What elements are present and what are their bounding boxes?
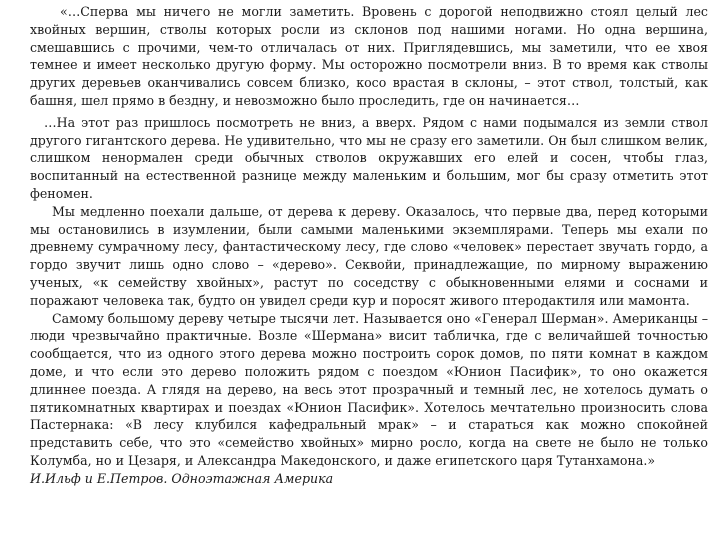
document-page: [30, 3, 708, 488]
author-signature: И.Ильф и Е.Петров. Одноэтажная Америка: [30, 470, 334, 486]
paragraph-look-up: …На этот раз пришлось посмотреть не вниз, а вверх. Рядом с нами подымался из земли ствол другого гигантского дерева. Не удивительно, что мы не сразу его заметили. Он был слишком велик, слишком ненормален среди обычных стволов окружавших его елей и сосен, чтобы глаз, воспитанный на естественной разнице между маленьким и большим, мог бы сразу отметить этот феномен.: [30, 114, 708, 201]
paragraph-general-sherman: Самому большому дереву четыре тысячи лет. Называется оно «Генерал Шерман». Американцы – люди чрезвычайно практичные. Возле «Шермана» висит табличка, где с величайшей точностью сообщается, что из одного этого дерева можно построить сорок домов, по пяти комнат в каждом доме, и что если это дерево положить рядом с поездом «Юнион Пасифик», то оно окажется длиннее поезда. А глядя на дерево, на весь этот прозрачный и темный лес, не хотелось думать о пятикомнатных квартирах и поездах «Юнион Пасифик». Хотелось мечтательно произносить слова Пастернака: «В лесу клубился кафедральный мрак» – и стараться как можно спокойней представить себе, что это «семейство хвойных» мирно росло, когда на свете не было не только Колумба, но и Цезаря, и Александра Македонского, и даже египетского царя Тутанхамона.»: [30, 310, 708, 468]
paragraph-sequoia-hidden: «…Сперва мы ничего не могли заметить. Вровень с дорогой неподвижно стоял целый лес хвойных вершин, стволы которых росли из склонов под нашими ногами. Но одна вершина, смешавшись с прочими, чем-то отличалась от них. Приглядевшись, мы заметили, что ее хвоя темнее и имеет несколько другую форму. Мы осторожно посмотрели вниз. В то время как стволы других деревьев оканчивались совсем близко, косо врастая в склоны, – этот ствол, толстый, как башня, шел прямо в бездну, и невозможно было проследить, где он начинается…: [30, 4, 708, 108]
paragraph-forest-drive: Мы медленно поехали дальше, от дерева к дереву. Оказалось, что первые два, перед которыми мы остановились в изумлении, были самыми маленькими экземплярами. Теперь мы ехали по древнему сумрачному лесу, фантастическому лесу, где слово «человек» перестает звучать гордо, а гордо звучит лишь одно слово – «дерево». Секвойи, принадлежащие, по мирному выражению ученых, «к семейству хвойных», растут по соседству с обыкновенными елями и соснами и поражают человека так, будто он увидел среди кур и поросят живого птеродактиля или мамонта.: [30, 203, 708, 308]
